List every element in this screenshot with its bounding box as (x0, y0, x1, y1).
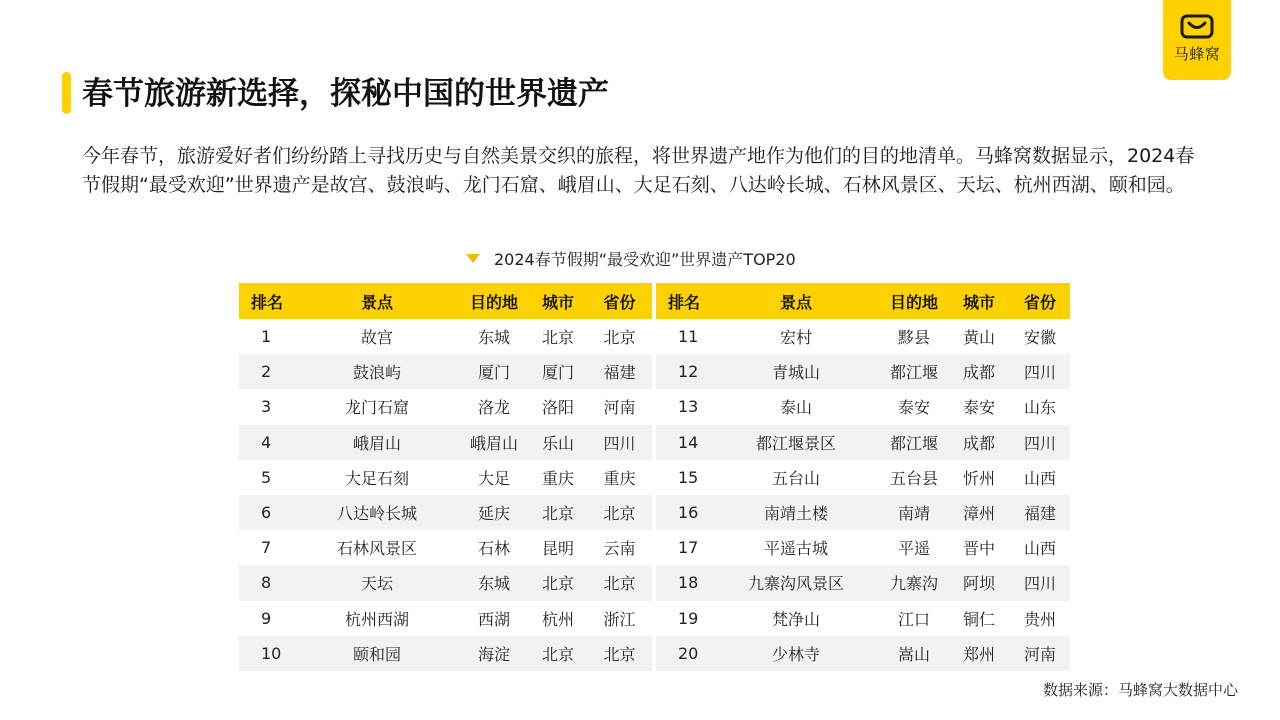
mafengwo-logo-icon (1180, 12, 1214, 40)
table-row (656, 636, 1070, 671)
table-row (239, 495, 652, 530)
table-row (239, 636, 652, 671)
cell-city: 厦门 (529, 354, 587, 389)
table-row (656, 319, 1070, 354)
cell-rank: 16 (656, 495, 712, 530)
table-row (239, 319, 652, 354)
cell-province: 山东 (1023, 398, 1056, 418)
cell-province: 北京 (587, 565, 652, 600)
cell-province: 河南 (603, 398, 636, 418)
cell-rank: 17 (678, 538, 699, 558)
logo-text: 马蜂窝 (1173, 45, 1221, 63)
cell-destination: 南靖 (880, 495, 948, 530)
table-header-row (239, 283, 652, 319)
header-attraction: 景点 (712, 283, 880, 319)
cell-city: 黄山 (962, 328, 995, 348)
cell-attraction: 都江堰景区 (712, 425, 880, 460)
header-city: 城市 (529, 283, 587, 319)
cell-province: 北京 (603, 328, 636, 348)
header-province: 省份 (587, 283, 652, 319)
cell-city: 北京 (529, 565, 587, 600)
table-row (656, 601, 1070, 636)
table-row (239, 530, 652, 565)
page-title: 春节旅游新选择，探秘中国的世界遗产 (82, 76, 609, 112)
cell-attraction: 梵净山 (771, 609, 820, 629)
cell-rank: 10 (239, 636, 295, 671)
cell-destination: 都江堰 (880, 425, 948, 460)
mafengwo-logo (1163, 0, 1231, 80)
cell-attraction: 杭州西湖 (344, 609, 409, 629)
cell-rank: 8 (239, 565, 295, 600)
cell-rank: 7 (261, 538, 272, 558)
cell-destination: 泰安 (897, 398, 930, 418)
cell-province: 四川 (587, 425, 652, 460)
cell-attraction: 九寨沟风景区 (712, 565, 880, 600)
cell-attraction: 峨眉山 (295, 425, 459, 460)
cell-city: 洛阳 (541, 398, 574, 418)
cell-city: 北京 (529, 636, 587, 671)
title-accent-bar (62, 72, 71, 114)
cell-destination: 厦门 (459, 354, 529, 389)
cell-attraction: 天坛 (295, 565, 459, 600)
cell-attraction: 平遥古城 (763, 539, 828, 559)
cell-destination: 嵩山 (880, 636, 948, 671)
cell-rank: 6 (239, 495, 295, 530)
cell-destination: 洛龙 (477, 398, 510, 418)
cell-destination: 石林 (477, 539, 510, 559)
table-row (656, 425, 1070, 460)
cell-destination: 江口 (897, 609, 930, 629)
header-rank: 排名 (239, 283, 295, 319)
cell-attraction: 南靖土楼 (712, 495, 880, 530)
cell-attraction: 颐和园 (295, 636, 459, 671)
cell-rank: 3 (261, 397, 272, 417)
header-rank: 排名 (656, 283, 712, 319)
table-row (656, 354, 1070, 389)
cell-rank: 18 (656, 565, 712, 600)
cell-city: 漳州 (948, 495, 1010, 530)
cell-destination: 平遥 (897, 539, 930, 559)
table-caption (466, 247, 796, 270)
table-row (239, 425, 652, 460)
cell-attraction: 八达岭长城 (295, 495, 459, 530)
cell-rank: 14 (656, 425, 712, 460)
cell-province: 四川 (1010, 565, 1070, 600)
cell-rank: 2 (239, 354, 295, 389)
cell-destination: 东城 (477, 328, 510, 348)
cell-destination: 都江堰 (880, 354, 948, 389)
cell-destination: 东城 (459, 565, 529, 600)
table-row (656, 495, 1070, 530)
cell-province: 北京 (587, 636, 652, 671)
cell-rank: 4 (239, 425, 295, 460)
cell-rank: 11 (678, 327, 699, 347)
triangle-down-icon (466, 254, 480, 263)
table-row (239, 601, 652, 636)
ranking-table-right (656, 283, 1070, 671)
cell-rank: 13 (678, 397, 699, 417)
table-body-left (239, 319, 652, 671)
cell-attraction: 石林风景区 (336, 539, 417, 559)
cell-city: 昆明 (541, 539, 574, 559)
cell-destination: 九寨沟 (880, 565, 948, 600)
cell-province: 四川 (1010, 425, 1070, 460)
cell-city: 重庆 (541, 468, 574, 488)
intro-paragraph: 今年春节，旅游爱好者们纷纷踏上寻找历史与自然美景交织的旅程，将世界遗产地作为他们的目的地清单。马蜂窝数据显示，2024春节假期“最受欢迎”世界遗产是故宫、鼓浪屿、龙门石窟、峨眉山、大足石刻、八达岭长城、石林风景区、天坛、杭州西湖、颐和园。 (82, 145, 1195, 196)
cell-destination: 海淀 (459, 636, 529, 671)
table-row (239, 354, 652, 389)
cell-province: 北京 (587, 495, 652, 530)
header-city: 城市 (948, 283, 1010, 319)
cell-province: 河南 (1010, 636, 1070, 671)
cell-city: 成都 (948, 425, 1010, 460)
cell-city: 北京 (529, 495, 587, 530)
cell-attraction: 故宫 (360, 328, 393, 348)
cell-rank: 12 (656, 354, 712, 389)
cell-city: 忻州 (962, 468, 995, 488)
cell-destination: 西湖 (477, 609, 510, 629)
table-body-right (656, 319, 1070, 671)
cell-destination: 黟县 (897, 328, 930, 348)
cell-rank: 15 (678, 467, 699, 487)
cell-destination: 峨眉山 (459, 425, 529, 460)
header-destination: 目的地 (459, 283, 529, 319)
cell-attraction: 青城山 (712, 354, 880, 389)
cell-province: 福建 (587, 354, 652, 389)
cell-attraction: 泰山 (779, 398, 812, 418)
cell-province: 山西 (1023, 468, 1056, 488)
cell-rank: 5 (261, 467, 272, 487)
cell-city: 郑州 (948, 636, 1010, 671)
cell-destination: 五台县 (889, 468, 938, 488)
cell-city: 北京 (541, 328, 574, 348)
header-province: 省份 (1010, 283, 1070, 319)
cell-destination: 延庆 (459, 495, 529, 530)
cell-attraction: 龙门石窟 (344, 398, 409, 418)
header-destination: 目的地 (880, 283, 948, 319)
cell-province: 安徽 (1023, 328, 1056, 348)
cell-attraction: 少林寺 (712, 636, 880, 671)
table-row (656, 565, 1070, 600)
cell-city: 成都 (948, 354, 1010, 389)
table-caption-text: 2024春节假期“最受欢迎”世界遗产TOP20 (494, 250, 796, 269)
cell-destination: 大足 (477, 468, 510, 488)
table-header-row (656, 283, 1070, 319)
cell-province: 福建 (1010, 495, 1070, 530)
ranking-table-left (239, 283, 652, 671)
cell-city: 杭州 (541, 609, 574, 629)
table-row (656, 460, 1070, 495)
cell-city: 乐山 (529, 425, 587, 460)
cell-province: 贵州 (1023, 609, 1056, 629)
table-row (656, 389, 1070, 424)
cell-attraction: 宏村 (779, 328, 812, 348)
cell-city: 晋中 (962, 539, 995, 559)
cell-rank: 19 (678, 608, 699, 628)
cell-province: 重庆 (603, 468, 636, 488)
table-row (656, 530, 1070, 565)
header-attraction: 景点 (295, 283, 459, 319)
data-source-note: 数据来源：马蜂窝大数据中心 (1042, 681, 1238, 699)
cell-province: 浙江 (603, 609, 636, 629)
cell-province: 山西 (1023, 539, 1056, 559)
cell-rank: 20 (656, 636, 712, 671)
table-row (239, 460, 652, 495)
cell-rank: 9 (261, 608, 272, 628)
cell-rank: 1 (261, 327, 272, 347)
table-row (239, 565, 652, 600)
cell-attraction: 鼓浪屿 (295, 354, 459, 389)
table-row (239, 389, 652, 424)
cell-province: 云南 (603, 539, 636, 559)
cell-province: 四川 (1010, 354, 1070, 389)
ranking-tables (239, 283, 1070, 671)
cell-attraction: 大足石刻 (344, 468, 409, 488)
cell-city: 泰安 (962, 398, 995, 418)
cell-city: 铜仁 (962, 609, 995, 629)
cell-city: 阿坝 (948, 565, 1010, 600)
cell-attraction: 五台山 (771, 468, 820, 488)
